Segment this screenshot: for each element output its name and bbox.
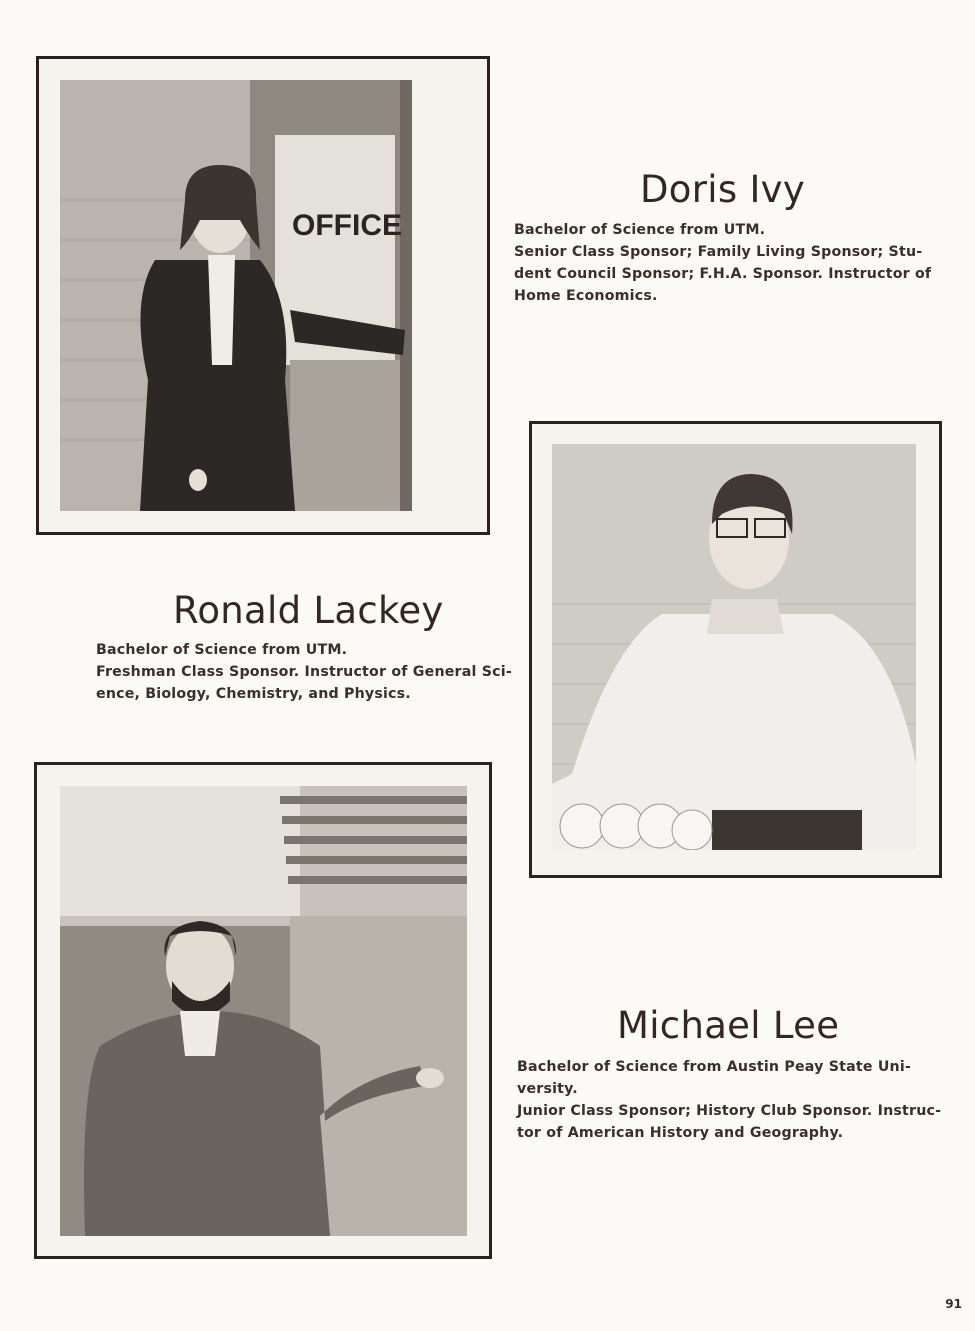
page-number: 91 — [945, 1297, 962, 1311]
bio-line: Home Economics. — [514, 288, 658, 304]
bio-line: Bachelor of Science from UTM. — [96, 642, 348, 658]
michael-lee-photo — [60, 786, 467, 1236]
bio-line: ence, Biology, Chemistry, and Physics. — [96, 686, 411, 702]
doris-ivy-name: Doris Ivy — [640, 168, 806, 211]
bio-line: dent Council Sponsor; F.H.A. Sponsor. Instructor of — [514, 266, 932, 282]
bio-line: Bachelor of Science from Austin Peay State Uni- — [517, 1059, 911, 1075]
ronald-lackey-photo — [552, 444, 916, 850]
bio-line: Senior Class Sponsor; Family Living Sponsor; Stu- — [514, 244, 923, 260]
doris-ivy-photo — [60, 80, 412, 511]
office-sign-text: OFFICE — [292, 209, 402, 242]
bio-line: versity. — [517, 1081, 578, 1097]
bio-line: Freshman Class Sponsor. Instructor of General Sci- — [96, 664, 512, 680]
bio-line: Junior Class Sponsor; History Club Sponsor. Instruc- — [517, 1103, 942, 1119]
ronald-lackey-bio — [96, 639, 512, 705]
ronald-lackey-name: Ronald Lackey — [173, 589, 444, 632]
michael-lee-bio — [517, 1056, 941, 1144]
bio-line: Bachelor of Science from UTM. — [514, 222, 766, 238]
doris-ivy-bio — [514, 219, 931, 307]
bio-line: tor of American History and Geography. — [517, 1125, 844, 1141]
michael-lee-name: Michael Lee — [617, 1004, 840, 1047]
